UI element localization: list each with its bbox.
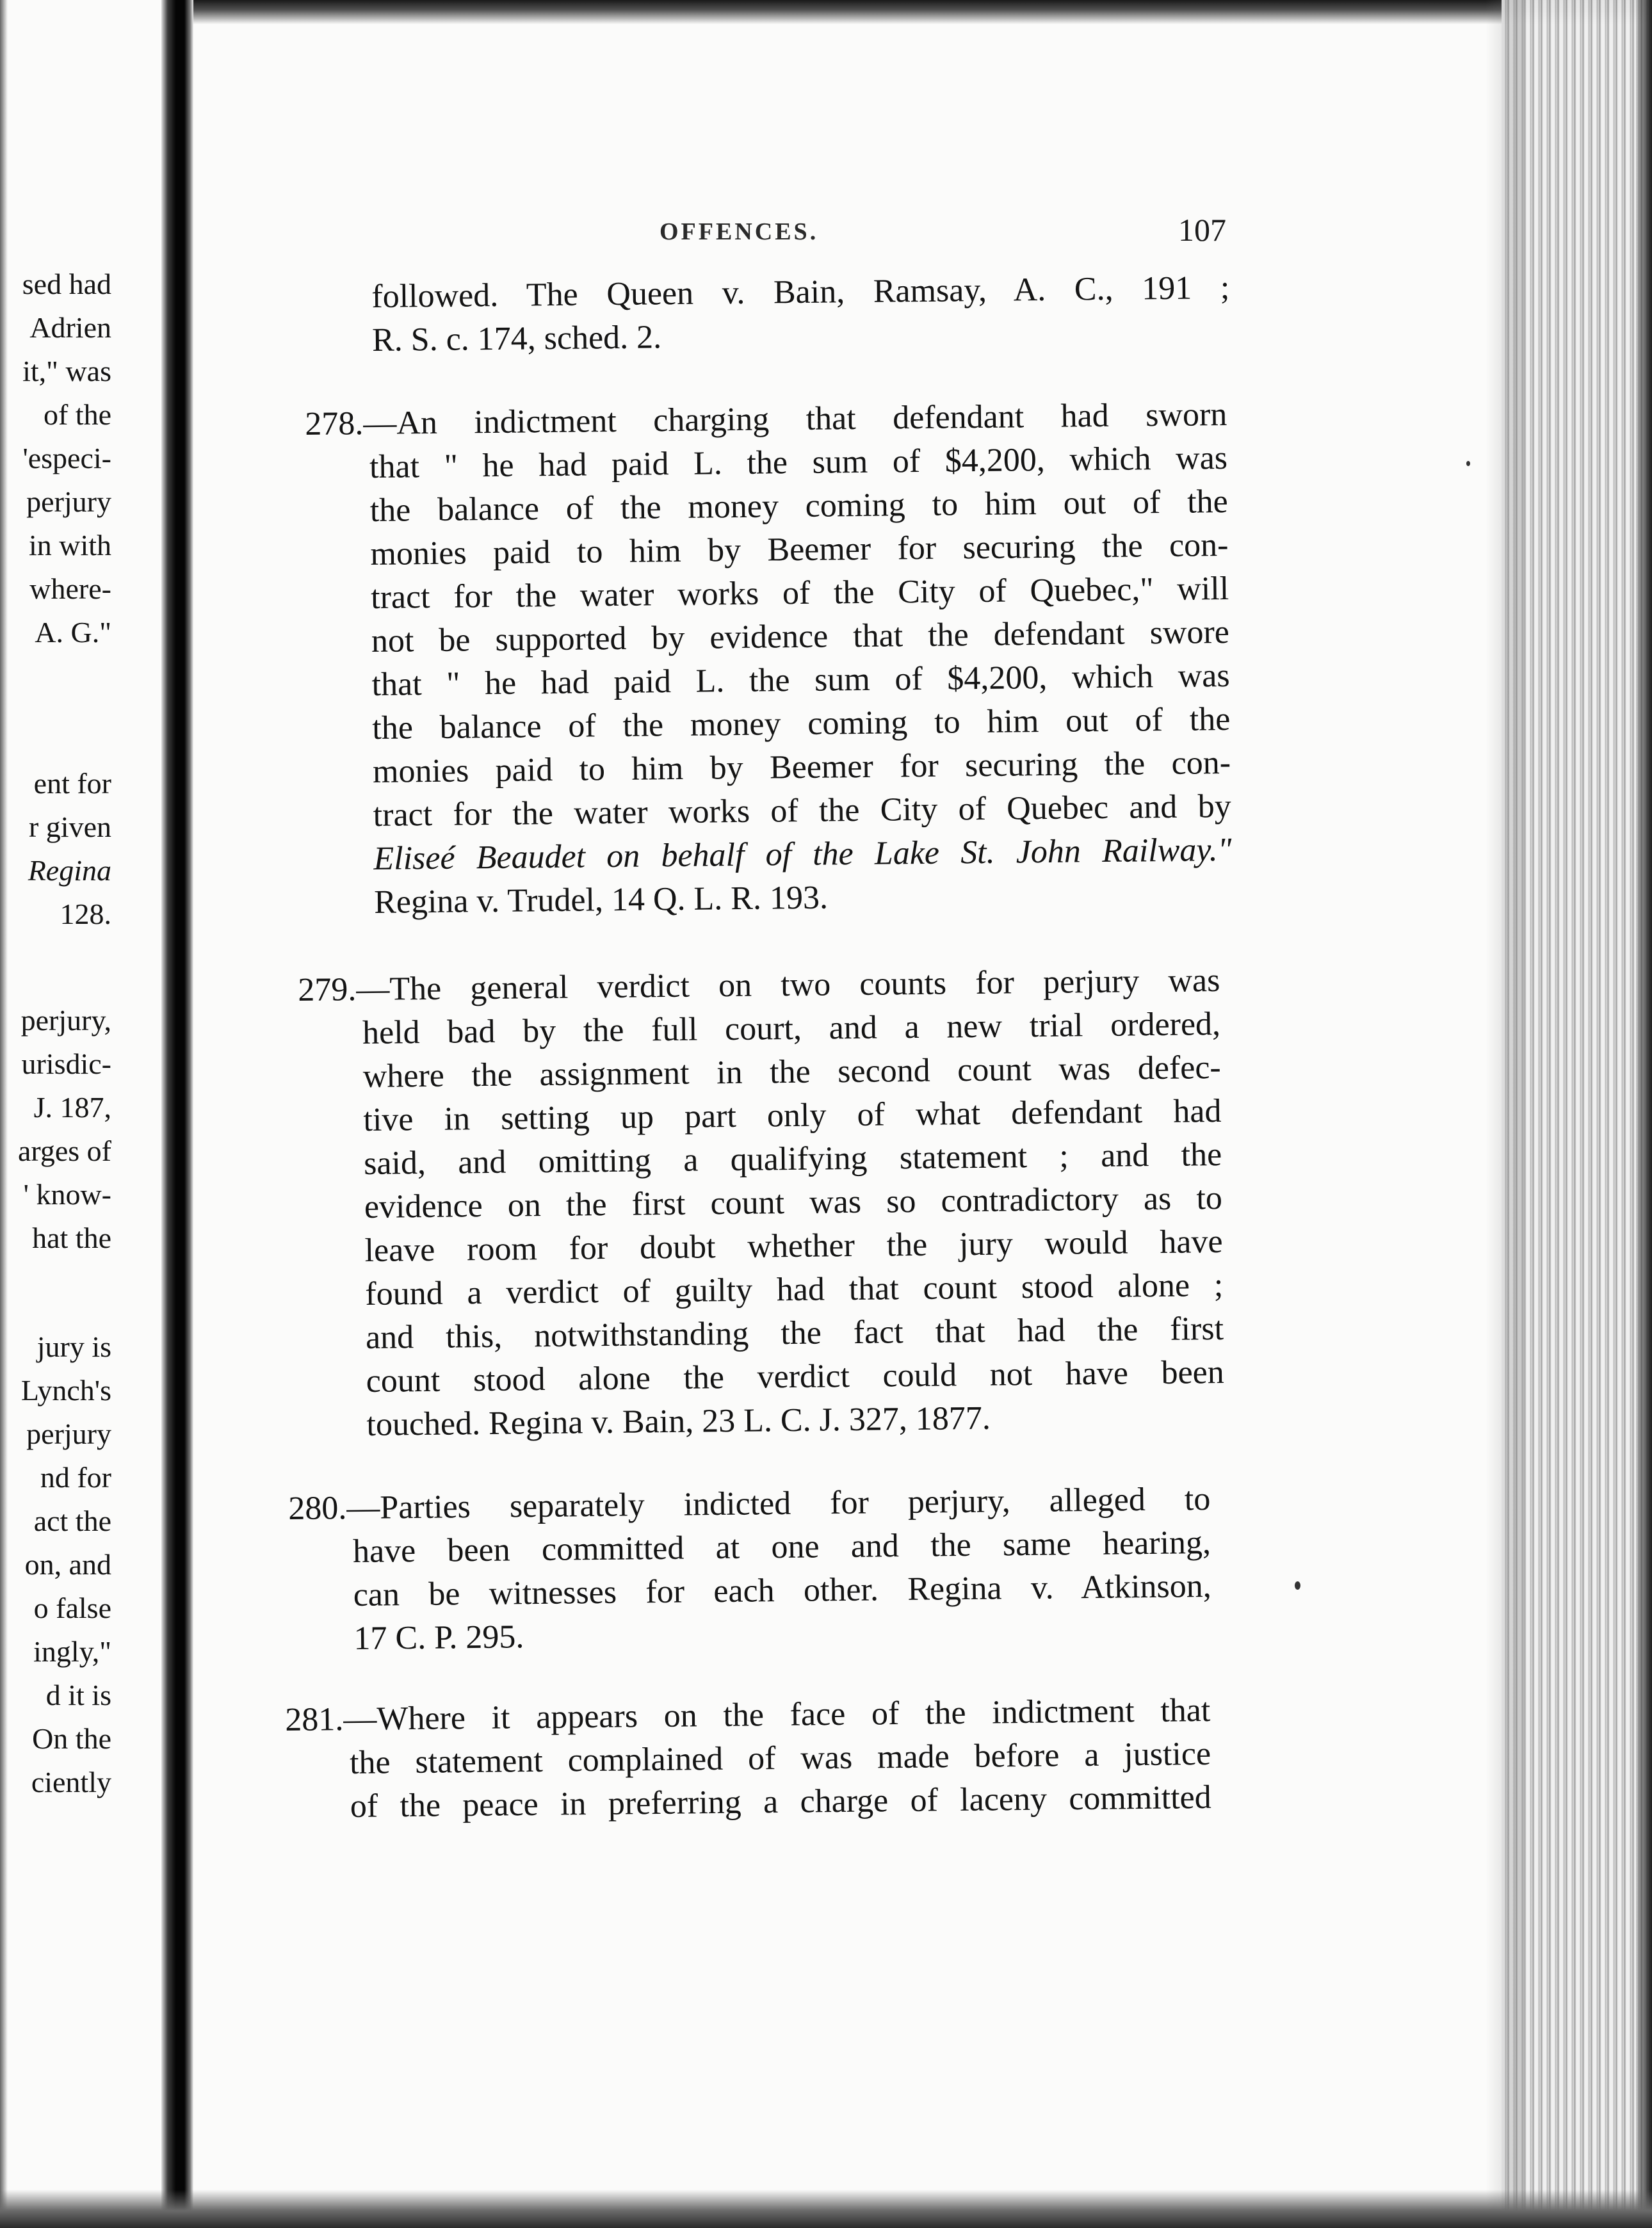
- text-line: 17 C. P. 295.: [353, 1619, 524, 1657]
- text-line: Regina v. Trudel, 14 Q. L. R. 193.: [373, 879, 829, 921]
- text-line: monies paid to him by Beemer for securing the con-: [370, 526, 1229, 572]
- page-edges: [1502, 0, 1652, 2228]
- left-block-b: [0, 762, 111, 936]
- text-line: that " he had paid L. the sum of $4,200, which was: [371, 657, 1230, 703]
- left-line: d it is: [45, 1679, 111, 1711]
- left-line: Lynch's: [20, 1374, 111, 1407]
- left-line: r given: [28, 811, 111, 843]
- left-line: it," was: [22, 355, 111, 387]
- paragraph-number: 280.: [288, 1490, 347, 1528]
- paragraph-number: 281.: [285, 1701, 344, 1739]
- left-line: hat the: [32, 1222, 111, 1254]
- paragraph-280: [288, 1478, 1212, 1661]
- text-line: of the peace in preferring a charge of laceny committed: [350, 1779, 1211, 1825]
- text-line: —The general verdict on two counts for perjury was: [356, 962, 1220, 1008]
- left-line: perjury: [26, 485, 111, 518]
- text-line: —Parties separately indicted for perjury, alleged to: [346, 1480, 1211, 1527]
- left-line: ent for: [33, 767, 111, 800]
- text-line: touched. Regina v. Bain, 23 L. C. J. 327, 1877.: [366, 1400, 991, 1443]
- text-line: not be supported by evidence that the defendant swore: [371, 613, 1230, 659]
- text-line: monies paid to him by Beemer for securing the con-: [372, 744, 1231, 790]
- left-line: perjury: [26, 1417, 111, 1450]
- text-line: said, and omitting a qualifying statement ; and the: [363, 1136, 1222, 1182]
- continuation-text: [371, 266, 1230, 362]
- page-number: 107: [1178, 212, 1226, 248]
- text-line: where the assignment in the second count was defec-: [362, 1049, 1221, 1095]
- left-line: on, and: [24, 1548, 111, 1581]
- text-line: the statement complained of was made before a justice: [349, 1735, 1211, 1781]
- left-line: ' know-: [23, 1178, 111, 1211]
- text-line: R. S. c. 174, sched. 2.: [371, 319, 662, 359]
- ink-speck: [1466, 461, 1470, 466]
- left-line: act the: [33, 1505, 111, 1537]
- book-spine: [161, 0, 193, 2228]
- left-line: 128.: [60, 898, 111, 930]
- left-line: where-: [29, 572, 111, 605]
- text-line: and this, notwithstanding the fact that had the first: [365, 1310, 1224, 1356]
- paragraph-number: 278.: [305, 405, 364, 443]
- left-line: Adrien: [29, 311, 111, 344]
- running-head: OFFENCES.: [660, 218, 819, 245]
- left-line: Regina: [28, 854, 111, 887]
- bottom-edge-shadow: [0, 2190, 1652, 2228]
- left-line: o false: [33, 1592, 111, 1624]
- left-line: J. 187,: [33, 1091, 111, 1124]
- left-line: nd for: [40, 1461, 111, 1494]
- right-edge-shadow: [1636, 0, 1652, 2228]
- text-line: Eliseé Beaudet on behalf of the Lake St. John Railway.": [373, 831, 1232, 877]
- text-line: followed. The Queen v. Bain, Ramsay, A. C., 191 ;: [371, 269, 1230, 315]
- paragraph-278: [305, 393, 1232, 924]
- paragraph-279: [298, 959, 1225, 1447]
- left-line: in with: [28, 529, 111, 561]
- top-edge-shadow: [192, 0, 1652, 24]
- text-line: tive in setting up part only of what defendant had: [363, 1092, 1222, 1138]
- text-line: —Where it appears on the face of the indictment that: [343, 1691, 1211, 1738]
- left-line: On the: [32, 1722, 111, 1755]
- left-line: sed had: [22, 268, 111, 300]
- left-block-d: [0, 1325, 111, 1804]
- text-line: leave room for doubt whether the jury would have: [364, 1223, 1223, 1269]
- left-line: arges of: [17, 1134, 111, 1167]
- text-line: that " he had paid L. the sum of $4,200, which was: [369, 439, 1228, 485]
- text-line: the balance of the money coming to him out of the: [369, 483, 1228, 529]
- text-line: found a verdict of guilty had that count stood alone ;: [365, 1266, 1224, 1312]
- page-edges-shade: [1486, 0, 1524, 2228]
- text-line: held bad by the full court, and a new trial ordered,: [362, 1005, 1221, 1051]
- text-line: can be witnesses for each other. Regina v. Atkinson,: [353, 1567, 1211, 1613]
- text-line: tract for the water works of the City of Quebec," will: [370, 570, 1229, 616]
- left-page-fragment: [0, 262, 154, 1844]
- text-line: count stood alone the verdict could not have been: [366, 1353, 1224, 1400]
- left-line: jury is: [36, 1330, 111, 1363]
- left-line: ingly,": [33, 1635, 111, 1668]
- left-line: ciently: [31, 1766, 111, 1798]
- left-line: 'especi-: [22, 442, 111, 474]
- left-block-a: [0, 262, 111, 654]
- left-line: perjury,: [20, 1004, 111, 1037]
- text-line: have been committed at one and the same hearing,: [352, 1524, 1211, 1570]
- left-line: A. G.": [35, 616, 111, 649]
- text-line: evidence on the first count was so contradictory as to: [364, 1179, 1223, 1225]
- text-line: —An indictment charging that defendant had sworn: [363, 396, 1227, 442]
- text-line: the balance of the money coming to him out of the: [372, 700, 1231, 747]
- left-line: urisdic-: [21, 1047, 111, 1080]
- ink-speck: [1295, 1581, 1300, 1590]
- left-block-c: [0, 999, 111, 1260]
- paragraph-281: [285, 1689, 1211, 1828]
- text-line: tract for the water works of the City of Quebec and by: [373, 787, 1231, 834]
- paragraph-number: 279.: [298, 971, 357, 1009]
- left-line: of the: [43, 398, 111, 431]
